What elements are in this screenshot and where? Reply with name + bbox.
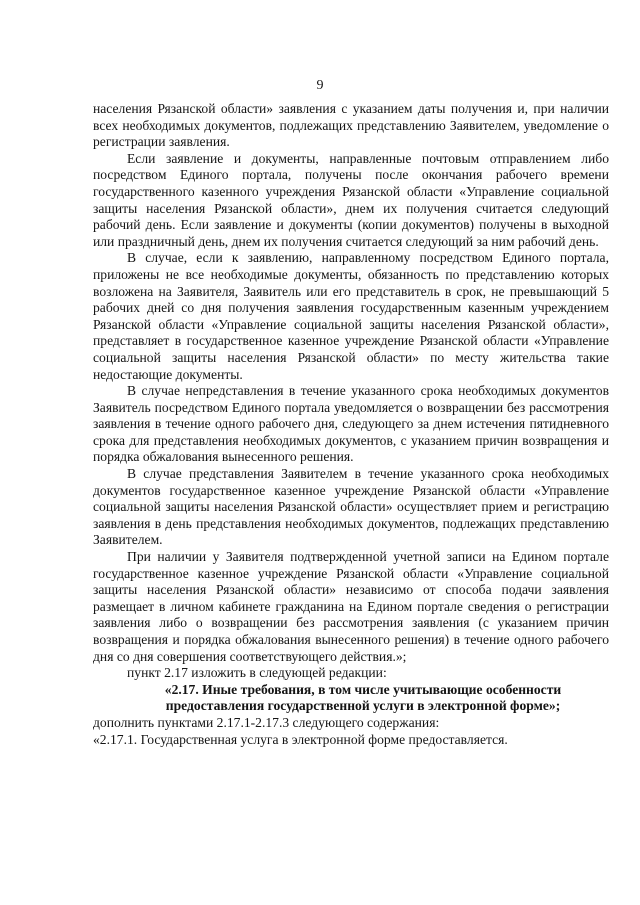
paragraph-add-points: дополнить пунктами 2.17.1-2.17.3 следующего содержания: [93, 714, 440, 730]
body-text [93, 101, 609, 748]
page-number: 9 [316, 78, 324, 93]
paragraph-amend-2-17: пункт 2.17 изложить в следующей редакции: [127, 665, 387, 681]
paragraph-non-submission: В случае непредставления в течение указанного срока необходимых документов Заявитель посредством Единого портала уведомляется о возвращении без рассмотрения заявления в течение одного рабочего дня, следующего за днем истечения пятидневного срока для представления необходимых документов, с указанием причин возвращения и порядка обжалования вынесенного решения. [93, 383, 609, 465]
paragraph-2-17-1: «2.17.1. Государственная услуга в электронной форме предоставляется. [93, 731, 508, 747]
paragraph-submission: В случае представления Заявителем в течение указанного срока необходимых документов государственное казенное учреждение Рязанской области «Управление социальной защиты населения Рязанской области» осуществляет прием и регистрацию заявления в день представления необходимых документов, подлежащих представлению Заявителем. [93, 466, 609, 548]
section-heading-2-17: «2.17. Иные требования, в том числе учитывающие особенности предоставления государственной услуги в электронной форме»; [164, 681, 562, 714]
paragraph-personal-account: При наличии у Заявителя подтвержденной учетной записи на Едином портале государственное казенное учреждение Рязанской области «Управление социальной защиты населения Рязанской области» независимо от способа подачи заявления размещает в личном кабинете гражданина на Едином портале сведения о регистрации заявления либо о возвращении без рассмотрения заявления (с указанием причин возвращения и порядка обжалования вынесенного решения) в течение одного рабочего дня со дня совершения соответствующего действия.»; [93, 549, 609, 664]
paragraph-receipt-date: Если заявление и документы, направленные почтовым отправлением либо посредством Единого портала, получены после окончания рабочего времени государственного казенного учреждения Рязанской области «Управление социальной защиты населения Рязанской области», днем их получения считается следующий рабочий день. Если заявление и документы (копии документов) получены в выходной или праздничный день, днем их получения считается следующий за ним рабочий день. [93, 150, 609, 249]
paragraph-missing-documents: В случае, если к заявлению, направленному посредством Единого портала, приложены не все необходимые документы, обязанность по представлению которых возложена на Заявителя, Заявитель или его представитель в срок, не превышающий 5 рабочих дней со дня получения заявления государственным казенным учреждением Рязанской области «Управление социальной защиты населения Рязанской области», представляет в государственное казенное учреждение Рязанской области «Управление социальной защиты населения Рязанской области» по месту жительства такие недостающие документы. [93, 250, 609, 382]
paragraph-registration-notice: населения Рязанской области» заявления с указанием даты получения и, при наличии всех необходимых документов, подлежащих представлению Заявителем, уведомление о регистрации заявления. [93, 101, 609, 150]
